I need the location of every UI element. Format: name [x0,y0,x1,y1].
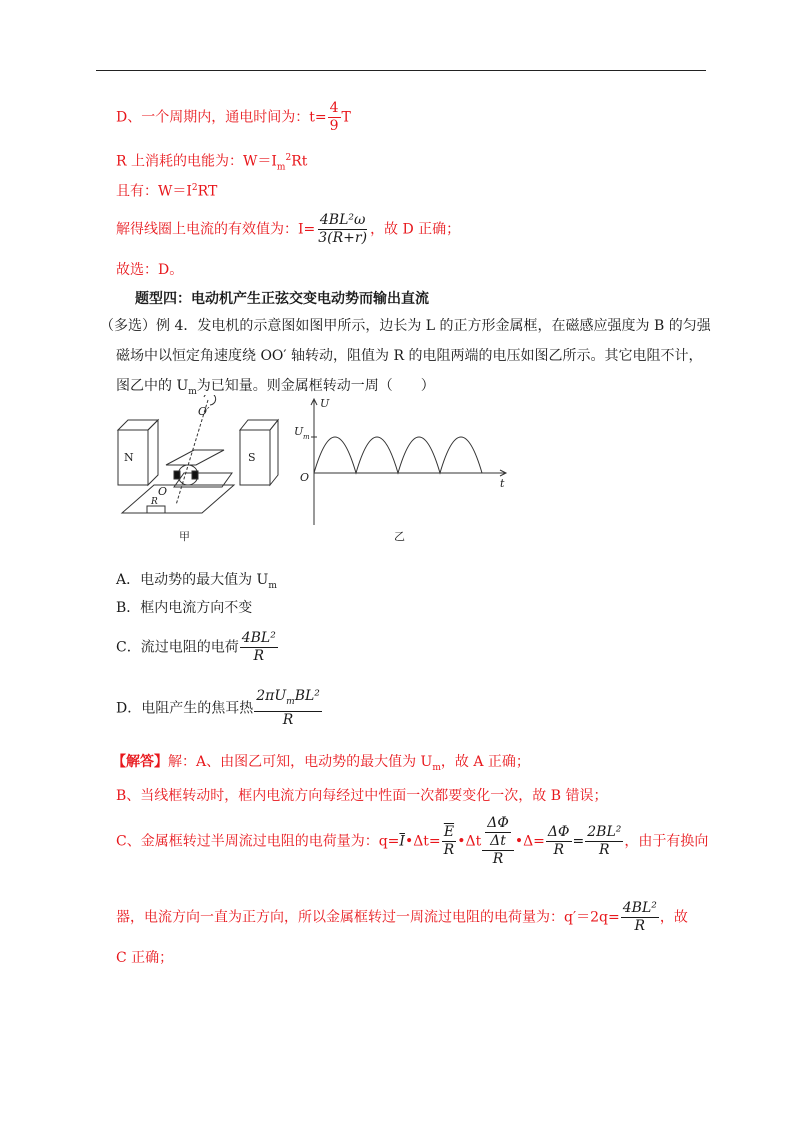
label-s: S [248,451,256,464]
c-eq: = [572,833,585,850]
d-prefix: D、一个周期内，通电时间为：t= [116,109,327,126]
dphi-over-r [546,824,572,859]
q3-suffix: 为已知量。则金属框转动一周（ ） [196,378,435,394]
label-o-prime: O′ [198,405,210,418]
option-d-num-suffix: BL² [294,688,320,704]
choice-line [116,260,183,280]
q3-sub: m [188,386,197,397]
answer-b-line: B、当线框转动时，框内电流方向每经过中性面一次都要变化一次，故 B 错误； [116,788,608,804]
energy-sub: m [276,162,286,173]
option-c [116,630,279,665]
energy-suffix: Rt [291,153,308,170]
dphi-dt-over-r [482,815,514,868]
energy-sup: 2 [285,153,292,163]
magnet-s [240,420,278,485]
rotation-arrow [204,395,216,405]
effective-prefix: 解得线圈上电流的有效值为：I= [116,221,316,238]
axis-label-u: U [320,397,330,410]
effective-line [116,212,460,247]
effective-suffix: ，故 D 正确； [370,221,461,238]
axis-label-t: t [500,477,505,490]
option-c-text: C．流过电阻的电荷 [116,639,239,656]
dphi-dt [482,815,514,851]
4bl2-over-r [621,900,659,935]
option-a-text: A．电动势的最大值为 U [116,572,269,588]
fraction-4-9 [328,100,341,135]
answer-c3-line: C 正确； [116,950,174,966]
e-over-r [442,824,457,859]
answer-c2-line [116,900,688,935]
c-dot3: •Δ= [514,833,545,850]
effective-fraction [316,212,369,247]
dphi2: ΔΦ [547,824,570,840]
option-a-sub: m [268,580,277,591]
effective-num: 4BL²ω [319,212,366,228]
option-a [116,570,277,596]
brush-left [174,471,180,479]
base-plane [122,485,234,513]
2bl2: 2BL² [587,824,622,840]
option-d-fraction [254,688,322,729]
answer-a-suffix: ，故 A 正确； [440,754,530,770]
answer-a-sub: m [432,762,441,773]
caption-left: 甲 [179,530,190,543]
d-suffix: T [341,109,351,126]
option-c-den: R [253,648,265,664]
r1: R [443,842,455,858]
option-d [116,688,323,729]
option-d-text: D．电阻产生的焦耳热 [116,700,254,717]
e-bar: $\overline{E}$ [443,824,455,840]
answer-a-line [112,752,530,778]
dphi-over-dt [485,815,511,850]
option-c-num: 4BL² [241,630,276,646]
r4: R [599,842,610,858]
q3-prefix: 图乙中的 U [116,378,189,394]
choice-text: 故选：D。 [116,262,184,278]
option-b: B．框内电流方向不变 [116,600,253,616]
answer-tag: 【解答】 [112,754,168,770]
caption-right: 乙 [394,530,405,543]
answer-a-text: 解：A、由图乙可知，电动势的最大值为 U [168,754,433,770]
question-line-1: （多选）例 4．发电机的示意图如图甲所示，边长为 L 的正方形金属框，在磁感应强度为 B 的匀强 [100,318,711,334]
effective-den: 3(R+r) [318,230,368,246]
section-title: 题型四：电动机产生正弦交变电动势而输出直流 [135,291,429,307]
energy-line [116,148,307,177]
axis-label-um: U [294,425,304,438]
option-d-den: R [282,711,294,728]
option-c-fraction [240,630,278,665]
brush-right [192,471,198,479]
frame-plate [166,450,224,465]
rectified-wave [314,437,482,473]
label-r: R [151,497,158,507]
c2-num: 4BL² [622,900,657,916]
resistor-symbol [147,506,165,513]
also-text: 且有：W＝I [116,183,192,200]
axis-label-o: O [300,471,310,484]
c2-tail: ，故 [659,909,688,926]
answer-c-text: C、金属框转过半周流过电阻的电荷量为：q= [116,833,400,850]
label-n: N [124,451,134,464]
c-dot1: •Δt= [404,833,441,850]
question-line-2: 磁场中以恒定角速度绕 OO′ 轴转动，阻值为 R 的电阻两端的电压如图乙所示。其它电阻不计， [116,348,703,364]
frac-num: 4 [329,100,339,116]
label-o: O [158,485,168,498]
also-suffix: RT [197,183,218,200]
axis-label-um-sub: m [303,433,310,441]
c-tail: ，由于有换向 [624,833,709,850]
c-dot2: •Δt [457,833,482,850]
option-d-num-sub: m [286,696,295,707]
option-d-num-main: 2πU [256,688,287,704]
answer-c-line [116,815,708,868]
energy-text: R 上消耗的电能为：W＝I [116,153,277,170]
r3: R [553,842,564,858]
dphi: ΔΦ [487,815,509,831]
also-line [116,178,217,202]
r2: R [492,851,504,867]
generator-figure [114,395,514,543]
i-bar: $\overline{I}$ [399,833,405,850]
option-d-num [254,688,322,712]
header-rule [96,70,706,71]
frac-den: 9 [329,118,339,134]
c2-den: R [634,918,646,934]
dt: Δt [490,833,506,849]
also-sup: 2 [191,183,198,193]
answer-c2-text: 器，电流方向一直为正方向，所以金属框转过一周流过电阻的电荷量为：q′＝2q= [116,909,620,926]
solution-d-line [116,100,351,135]
2bl2-over-r [585,824,623,859]
